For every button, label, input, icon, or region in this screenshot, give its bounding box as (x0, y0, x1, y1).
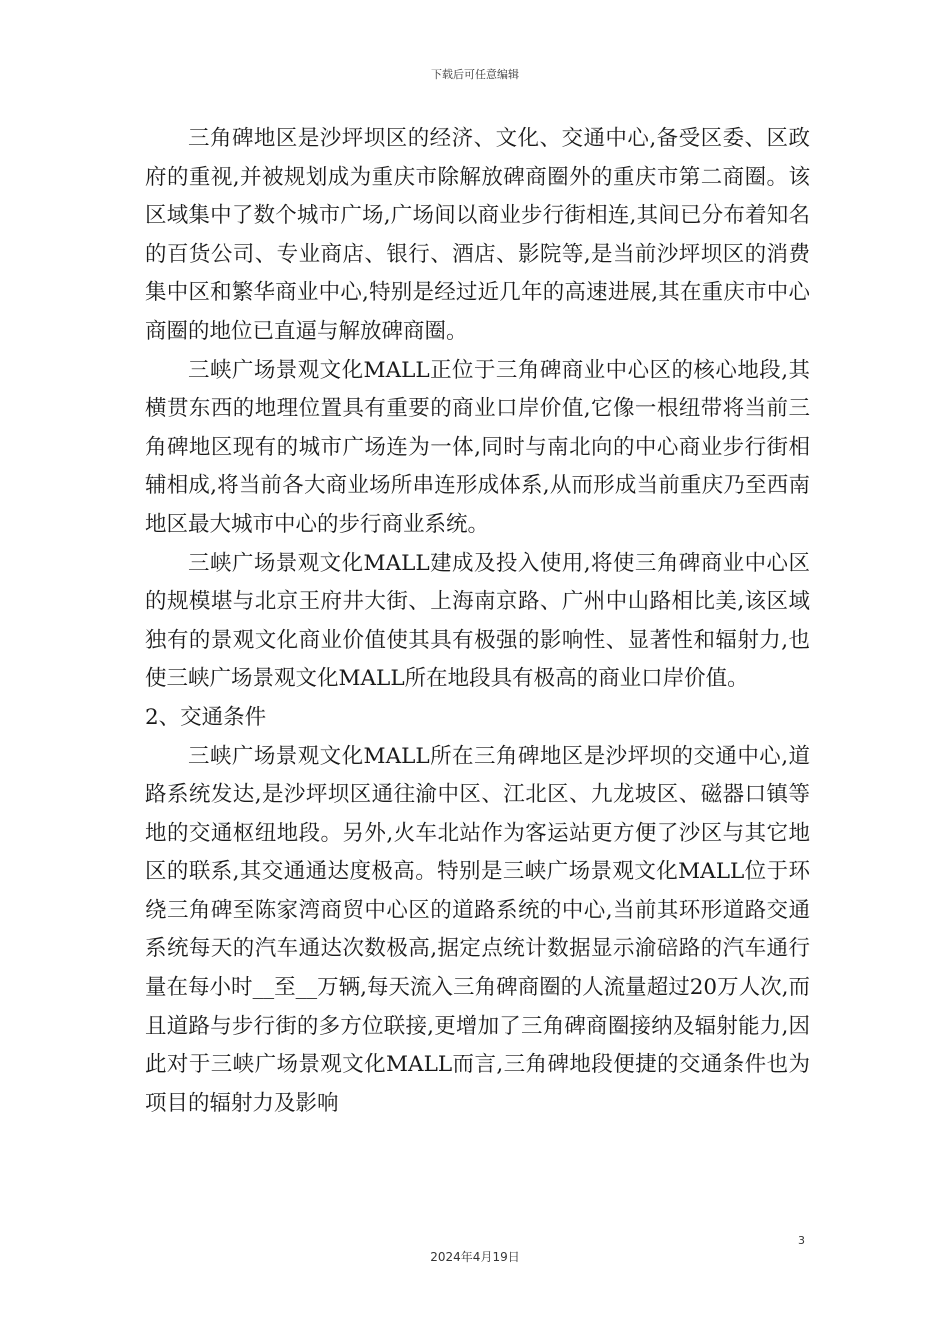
page-footer-date: 2024年4月19日 (430, 1250, 520, 1264)
paragraph-mall-value: 三峡广场景观文化MALL建成及投入使用,将使三角碑商业中心区的规模堪与北京王府井大街、上海南京路、广州中山路相比美,该区域独有的景观文化商业价值使其具有极强的影响性、显著性和辐射力,也使三峡广场景观文化MALL所在地段具有极高的商业口岸价值。 (145, 550, 810, 692)
page-number: 3 (798, 1234, 805, 1247)
paragraph-overview: 三角碑地区是沙坪坝区的经济、文化、交通中心,备受区委、区政府的重视,并被规划成为重庆市除解放碑商圈外的重庆市第二商圈。该区域集中了数个城市广场,广场间以商业步行街相连,其间已分布着知名的百货公司、专业商店、银行、酒店、影院等,是当前沙坪坝区的消费集中区和繁华商业中心,特别是经过近几年的高速进展,其在重庆市中心商圈的地位已直逼与解放碑商圈。 (145, 126, 810, 344)
paragraph-mall-location: 三峡广场景观文化MALL正位于三角碑商业中心区的核心地段,其横贯东西的地理位置具有重要的商业口岸价值,它像一根纽带将当前三角碑地区现有的城市广场连为一体,同时与南北向的中心商业步行街相辅相成,将当前各大商业场所串连形成体系,从而形成当前重庆乃至西南地区最大城市中心的步行商业系统。 (145, 357, 810, 537)
page-header: 下载后可任意编辑 (431, 68, 519, 81)
document-body (145, 120, 810, 1123)
paragraph-traffic: 三峡广场景观文化MALL所在三角碑地区是沙坪坝的交通中心,道路系统发达,是沙坪坝区通往渝中区、江北区、九龙坡区、磁器口镇等地的交通枢纽地段。另外,火车北站作为客运站更方便了沙区与其它地区的联系,其交通通达度极高。特别是三峡广场景观文化MALL位于环绕三角碑至陈家湾商贸中心区的道路系统的中心,当前其环形道路交通系统每天的汽车通达次数极高,据定点统计数据显示渝碚路的汽车通行量在每小时__至__万辆,每天流入三角碑商圈的人流量超过20万人次,而且道路与步行街的多方位联接,更增加了三角碑商圈接纳及辐射能力,因此对于三峡广场景观文化MALL而言,三角碑地段便捷的交通条件也为项目的辐射力及影响 (145, 743, 810, 1116)
section-heading-traffic: 2、交通条件 (145, 704, 267, 730)
